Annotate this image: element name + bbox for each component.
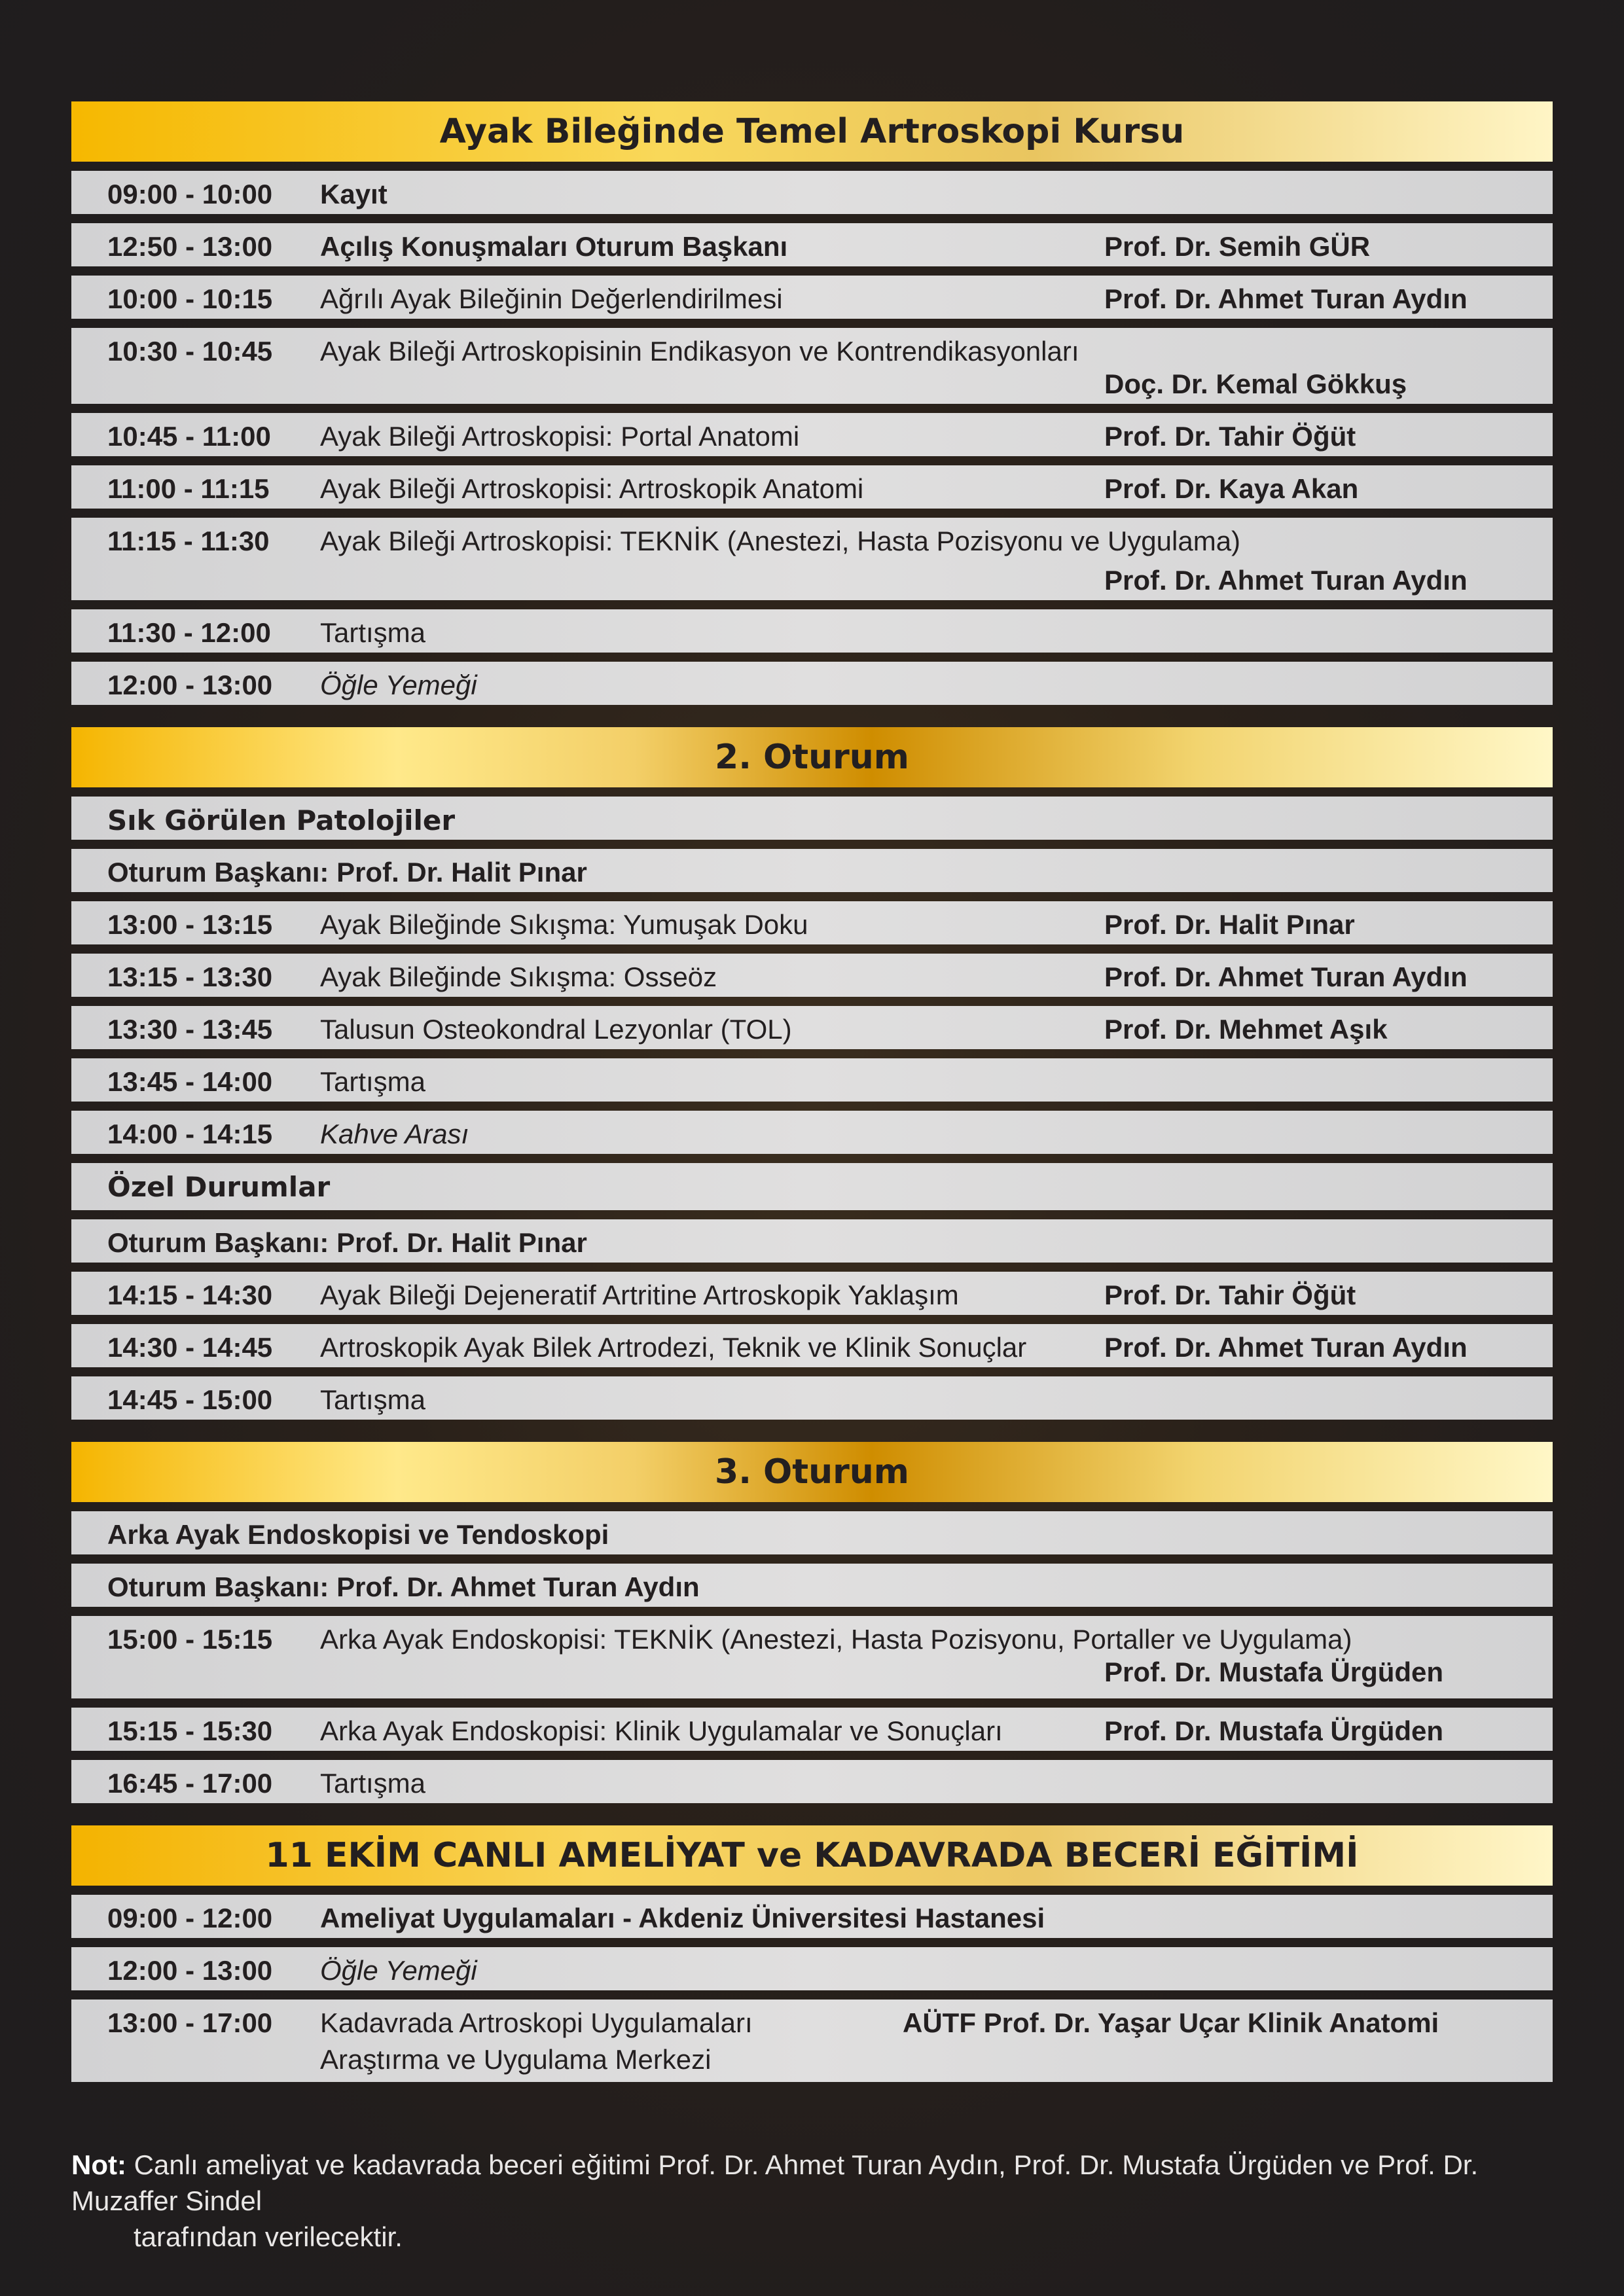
row-time: 13:30 - 13:45	[107, 1014, 273, 1045]
note-line2: tarafından verilecektir.	[134, 2221, 403, 2252]
row-speaker: Prof. Dr. Ahmet Turan Aydın	[1104, 961, 1468, 992]
row-topic: Ayak Bileği Artroskopisi: TEKNİK (Anestezi, Hasta Pozisyonu ve Uygulama)	[320, 526, 1241, 556]
session2-title: 2. Oturum	[71, 727, 1553, 787]
schedule-row	[71, 518, 1553, 600]
row-topic: Ayak Bileği Artroskopisinin Endikasyon ve Kontrendikasyonları	[320, 336, 1079, 367]
row-time: 13:00 - 13:15	[107, 909, 273, 940]
schedule-row	[71, 1272, 1553, 1315]
row-topic: Açılış Konuşmaları Oturum Başkanı	[320, 231, 788, 262]
row-time: 11:15 - 11:30	[107, 526, 270, 556]
row-speaker: Prof. Dr. Semih GÜR	[1104, 231, 1371, 262]
note-line1: Canlı ameliyat ve kadavrada beceri eğitimi Prof. Dr. Ahmet Turan Aydın, Prof. Dr. Mustafa Ürgüden ve Prof. Dr. Muzaffer Sindel	[71, 2149, 1479, 2216]
row-time: 10:30 - 10:45	[107, 336, 273, 367]
schedule-row	[71, 276, 1553, 319]
session-chair: Oturum Başkanı: Prof. Dr. Halit Pınar	[107, 1227, 587, 1258]
section-heading-row	[71, 797, 1553, 840]
schedule-row	[71, 413, 1553, 456]
schedule-row	[71, 1058, 1553, 1102]
schedule-row	[71, 1324, 1553, 1367]
row-time: 14:15 - 14:30	[107, 1280, 273, 1310]
row-speaker: Prof. Dr. Ahmet Turan Aydın	[1104, 565, 1468, 596]
schedule-row	[71, 609, 1553, 653]
row-speaker: Prof. Dr. Mehmet Aşık	[1104, 1014, 1388, 1045]
row-topic: Tartışma	[320, 1384, 426, 1415]
row-time: 13:45 - 14:00	[107, 1066, 273, 1097]
row-time: 11:30 - 12:00	[107, 617, 271, 648]
session-chair: Oturum Başkanı: Prof. Dr. Ahmet Turan Aydın	[107, 1571, 700, 1602]
row-time: 10:00 - 10:15	[107, 283, 273, 314]
program-schedule	[71, 101, 1553, 2091]
row-topic: Ayak Bileğinde Sıkışma: Yumuşak Doku	[320, 909, 808, 940]
schedule-row	[71, 171, 1553, 214]
schedule-row	[71, 662, 1553, 705]
chair-row	[71, 849, 1553, 892]
section-heading: Özel Durumlar	[107, 1171, 331, 1203]
row-topic-line1: Kadavrada Artroskopi Uygulamaları	[320, 2007, 753, 2038]
row-topic: Kayıt	[320, 179, 388, 209]
row-time: 13:15 - 13:30	[107, 961, 273, 992]
row-time: 10:45 - 11:00	[107, 421, 271, 452]
row-speaker: Prof. Dr. Mustafa Ürgüden	[1104, 1657, 1444, 1687]
row-speaker: Prof. Dr. Mustafa Ürgüden	[1104, 1715, 1444, 1746]
schedule-row	[71, 901, 1553, 944]
row-speaker: Prof. Dr. Tahir Öğüt	[1104, 1280, 1356, 1310]
row-topic: Öğle Yemeği	[320, 670, 477, 700]
schedule-row	[71, 1376, 1553, 1420]
row-time: 14:30 - 14:45	[107, 1332, 273, 1363]
row-topic: Tartışma	[320, 617, 426, 648]
row-time: 15:00 - 15:15	[107, 1624, 273, 1655]
chair-row	[71, 1564, 1553, 1607]
schedule-row	[71, 465, 1553, 509]
row-time: 12:50 - 13:00	[107, 231, 273, 262]
row-time: 13:00 - 17:00	[107, 2007, 273, 2038]
row-topic: Arka Ayak Endoskopisi: Klinik Uygulamalar ve Sonuçları	[320, 1715, 1003, 1746]
row-time: 14:45 - 15:00	[107, 1384, 273, 1415]
row-topic: Ayak Bileği Artroskopisi: Artroskopik Anatomi	[320, 473, 864, 504]
row-speaker: Prof. Dr. Halit Pınar	[1104, 909, 1355, 940]
schedule-row	[71, 328, 1553, 404]
row-topic: Öğle Yemeği	[320, 1955, 477, 1986]
row-topic: Artroskopik Ayak Bilek Artrodezi, Teknik ve Klinik Sonuçlar	[320, 1332, 1027, 1363]
row-topic: Ayak Bileğinde Sıkışma: Osseöz	[320, 961, 717, 992]
schedule-row	[71, 1006, 1553, 1049]
row-topic-line2: Araştırma ve Uygulama Merkezi	[320, 2044, 712, 2075]
schedule-row	[71, 1616, 1553, 1698]
row-speaker: AÜTF Prof. Dr. Yaşar Uçar Klinik Anatomi	[903, 2007, 1439, 2038]
row-topic: Tartışma	[320, 1066, 426, 1097]
row-topic: Ameliyat Uygulamaları - Akdeniz Üniversitesi Hastanesi	[320, 1903, 1045, 1933]
row-time: 09:00 - 10:00	[107, 179, 273, 209]
section-heading-row	[71, 1511, 1553, 1554]
row-time: 09:00 - 12:00	[107, 1903, 273, 1933]
row-topic: Kahve Arası	[320, 1119, 469, 1149]
session3-title: 3. Oturum	[71, 1442, 1553, 1502]
row-speaker: Doç. Dr. Kemal Gökkuş	[1104, 368, 1407, 399]
row-time: 11:00 - 11:15	[107, 473, 270, 504]
footnote	[71, 2147, 1557, 2255]
note-label: Not:	[71, 2149, 126, 2180]
row-time: 14:00 - 14:15	[107, 1119, 273, 1149]
row-topic: Ayak Bileği Artroskopisi: Portal Anatomi	[320, 421, 800, 452]
row-time: 12:00 - 13:00	[107, 670, 273, 700]
schedule-row	[71, 223, 1553, 266]
section-heading: Sık Görülen Patolojiler	[107, 804, 456, 836]
chair-row	[71, 1219, 1553, 1263]
row-time: 16:45 - 17:00	[107, 1768, 273, 1799]
schedule-row	[71, 1947, 1553, 1990]
session1-title: Ayak Bileğinde Temel Artroskopi Kursu	[71, 101, 1553, 162]
schedule-row	[71, 1111, 1553, 1154]
session-chair: Oturum Başkanı: Prof. Dr. Halit Pınar	[107, 857, 587, 888]
row-time: 12:00 - 13:00	[107, 1955, 273, 1986]
session4-title: 11 EKİM CANLI AMELİYAT ve KADAVRADA BECERİ EĞİTİMİ	[71, 1825, 1553, 1886]
schedule-row	[71, 1760, 1553, 1803]
schedule-row	[71, 2000, 1553, 2082]
section-heading: Arka Ayak Endoskopisi ve Tendoskopi	[107, 1519, 609, 1550]
row-topic: Talusun Osteokondral Lezyonlar (TOL)	[320, 1014, 792, 1045]
schedule-row	[71, 1708, 1553, 1751]
row-speaker: Prof. Dr. Tahir Öğüt	[1104, 421, 1356, 452]
row-speaker: Prof. Dr. Ahmet Turan Aydın	[1104, 1332, 1468, 1363]
schedule-row	[71, 1895, 1553, 1938]
row-topic: Arka Ayak Endoskopisi: TEKNİK (Anestezi, Hasta Pozisyonu, Portaller ve Uygulama)	[320, 1624, 1352, 1655]
row-speaker: Prof. Dr. Ahmet Turan Aydın	[1104, 283, 1468, 314]
row-topic: Ağrılı Ayak Bileğinin Değerlendirilmesi	[320, 283, 783, 314]
row-time: 15:15 - 15:30	[107, 1715, 273, 1746]
row-topic: Ayak Bileği Dejeneratif Artritine Artroskopik Yaklaşım	[320, 1280, 959, 1310]
row-topic: Tartışma	[320, 1768, 426, 1799]
section-heading-row	[71, 1163, 1553, 1210]
schedule-row	[71, 954, 1553, 997]
row-speaker: Prof. Dr. Kaya Akan	[1104, 473, 1359, 504]
